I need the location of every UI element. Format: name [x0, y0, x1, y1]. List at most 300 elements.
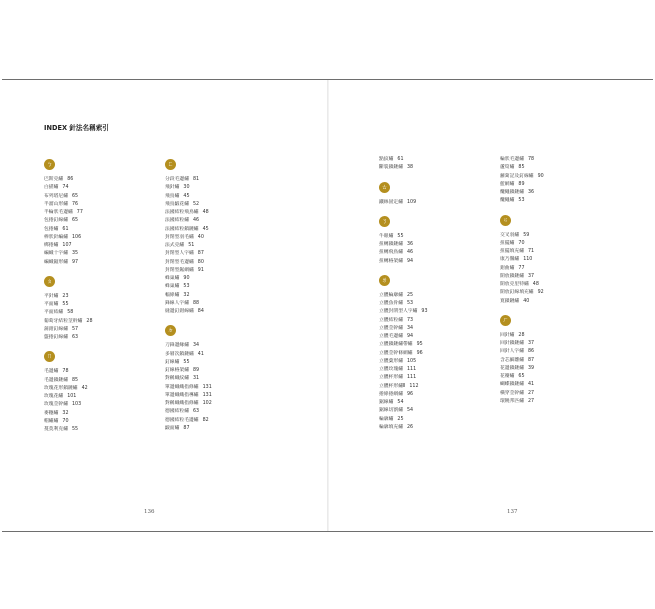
page-ref: 63 — [72, 335, 79, 340]
stitch-name: 對稱織紋繡 — [165, 376, 189, 382]
index-entry — [379, 391, 519, 399]
stitch-name: 包捲釘線繡 — [44, 218, 68, 224]
stitch-name: 橫穿莖幹繡 — [500, 390, 524, 396]
page-ref: 95 — [416, 342, 423, 348]
index-entry — [165, 217, 305, 225]
index-entry — [379, 249, 519, 257]
index-entry — [165, 283, 305, 291]
index-entry — [165, 408, 305, 416]
index-group — [44, 159, 184, 267]
page-ref: 27 — [528, 390, 535, 396]
stitch-name: 毛邊鎖鏈繡 — [44, 377, 68, 383]
stitch-name: 平面結繡 — [44, 310, 64, 316]
index-entry — [500, 273, 640, 281]
index-entry — [165, 209, 305, 217]
stitch-name: 輪狀毛邊繡 — [500, 157, 524, 162]
index-entry — [500, 398, 640, 406]
index-group — [379, 275, 519, 432]
stitch-name: 斷裂鎖鏈繡 — [379, 165, 403, 171]
page-ref: 35 — [72, 251, 79, 257]
stitch-name: 蜂巢繡 — [165, 284, 180, 290]
stitch-name: 平面繡 — [44, 302, 59, 307]
index-entry — [44, 293, 184, 301]
stitch-name: 蘆筍繡 — [500, 165, 515, 171]
index-entry — [379, 292, 519, 300]
stitch-name: 鋸線繡 — [379, 400, 394, 405]
page-ref: 45 — [183, 193, 190, 199]
page-ref: 111 — [407, 367, 417, 372]
page-ref: 65 — [518, 374, 525, 379]
stitch-name: 棒狀針編繡 — [44, 234, 68, 240]
stitch-name: 立體封閉型人字繡 — [379, 309, 418, 315]
stitch-name: 纜繩鎖鏈繡 — [500, 190, 524, 195]
index-entry — [44, 385, 184, 393]
book-gutter — [327, 80, 329, 531]
index-entry — [500, 265, 640, 273]
index-column-1 — [44, 159, 184, 443]
stitch-name: 開放釘線填充繡 — [500, 290, 534, 296]
index-entry — [44, 217, 184, 225]
page-ref: 46 — [407, 250, 414, 256]
index-entry — [165, 250, 305, 258]
page-ref: 86 — [528, 349, 535, 355]
stitch-name: 德國結粒毛邊繡 — [165, 417, 199, 423]
stitch-name: 單邊織織指條繡 — [165, 384, 199, 390]
stitch-name: 飛鳥緞花繡 — [165, 201, 189, 207]
page-ref: 76 — [72, 201, 79, 207]
page-ref: 105 — [407, 358, 417, 364]
page-ref: 77 — [76, 210, 83, 215]
stitch-name: 交叉羽繡 — [500, 232, 520, 238]
index-entry — [500, 240, 640, 248]
index-column-3 — [379, 156, 519, 441]
page-ref: 54 — [397, 400, 404, 405]
index-title: INDEX 針法名稱索引 — [44, 124, 109, 132]
page-ref: 63 — [193, 409, 200, 415]
stitch-name: 縫邊釘鉗線繡 — [165, 309, 194, 314]
index-group — [379, 216, 519, 266]
index-entry — [165, 300, 305, 308]
left-page-number: 136 — [144, 509, 155, 515]
page-ref: 101 — [67, 394, 77, 399]
section-letter-badge: ㄈ — [165, 159, 176, 170]
index-entry — [165, 176, 305, 184]
index-entry — [379, 399, 519, 407]
stitch-name: 飛鳥繡 — [165, 193, 180, 199]
page-ref: 61 — [397, 157, 404, 162]
stitch-name: 立體結粒繡 — [379, 317, 403, 323]
page-ref: 85 — [72, 377, 79, 383]
index-entry — [165, 425, 305, 433]
stitch-name: 回針人字繡 — [500, 349, 524, 355]
page-ref: 82 — [202, 417, 209, 423]
index-column-4 — [500, 156, 640, 415]
page-ref: 31 — [193, 376, 200, 382]
page-ref: 27 — [528, 398, 535, 404]
index-entry — [379, 258, 519, 266]
page-ref: 23 — [62, 293, 69, 299]
section-letter-badge: ㄊ — [379, 182, 390, 193]
stitch-name: 回針繡 — [500, 332, 515, 338]
index-entry — [165, 359, 305, 367]
stitch-name: 開放鎖鏈繡 — [500, 273, 524, 279]
index-entry — [165, 375, 305, 383]
page-ref: 48 — [532, 282, 539, 287]
stitch-name: 平針繡 — [44, 293, 59, 299]
page-ref: 25 — [397, 416, 404, 422]
stitch-name: 扭擺填充繡 — [500, 249, 524, 254]
page-ref: 53 — [183, 284, 190, 290]
index-entry — [379, 308, 519, 316]
stitch-name: 輪廓填充繡 — [379, 424, 403, 430]
stitch-name: 白描繡 — [44, 185, 59, 191]
index-group — [500, 156, 640, 206]
page-ref: 112 — [409, 383, 419, 389]
page-ref: 103 — [72, 402, 82, 408]
stitch-name: 立體毛邊繡 — [379, 334, 403, 339]
stitch-name: 扭擺繡 — [500, 240, 515, 246]
index-entry — [44, 193, 184, 201]
page-ref: 52 — [193, 201, 200, 207]
page-ref: 85 — [518, 165, 525, 171]
right-page-number: 137 — [507, 509, 518, 515]
page-ref: 131 — [202, 384, 212, 390]
index-entry — [165, 351, 305, 359]
index-entry — [165, 275, 305, 283]
index-entry — [500, 348, 640, 356]
index-entry — [500, 298, 640, 306]
index-entry — [165, 342, 305, 350]
stitch-name: 花邊鎖鏈繡 — [500, 365, 524, 371]
stitch-name: 編織十字繡 — [44, 251, 68, 257]
stitch-name: 釘線繡 — [165, 359, 180, 365]
page-ref: 88 — [193, 300, 200, 306]
index-entry — [44, 250, 184, 258]
page-ref: 96 — [416, 350, 423, 356]
index-entry — [165, 308, 305, 316]
stitch-name: 環饒邦匹繡 — [500, 398, 524, 404]
index-entry — [379, 341, 519, 349]
section-letter-badge: ㄏ — [500, 315, 511, 326]
stitch-name: 扭轉格架繡 — [379, 258, 403, 264]
stitch-name: 蒲鉗釘線繡 — [44, 326, 68, 332]
stitch-name: 纜繩繡 — [500, 198, 515, 204]
page-ref: 74 — [62, 185, 69, 191]
page-ref: 73 — [407, 317, 414, 323]
stitch-name: 扭轉飛鳥繡 — [379, 250, 403, 256]
page-ref: 34 — [407, 325, 414, 331]
index-entry — [165, 384, 305, 392]
index-entry — [44, 326, 184, 334]
index-entry — [500, 340, 640, 348]
section-letter-badge: ㄌ — [379, 275, 390, 286]
page-ref: 38 — [407, 165, 414, 171]
stitch-name: 捲條捲網繡 — [379, 391, 403, 397]
page-ref: 131 — [202, 392, 212, 398]
stitch-name: 半溜山形繡 — [44, 201, 68, 207]
index-entry — [44, 176, 184, 184]
index-entry — [379, 350, 519, 358]
index-entry — [379, 156, 519, 164]
page-ref: 53 — [407, 301, 414, 306]
page-ref: 90 — [183, 276, 190, 281]
index-entry — [44, 368, 184, 376]
page-ref: 111 — [407, 375, 417, 381]
index-entry — [165, 226, 305, 234]
index-entry — [500, 281, 640, 289]
index-entry — [500, 197, 640, 205]
page-ref: 61 — [62, 226, 69, 232]
page-ref: 71 — [528, 249, 535, 254]
stitch-name: 對稱織織指條繡 — [165, 401, 199, 406]
index-entry — [44, 318, 184, 326]
stitch-name: 法國結粒繡 — [165, 218, 189, 224]
index-entry — [165, 367, 305, 375]
stitch-name: 釘線格架繡 — [165, 368, 189, 373]
index-entry — [500, 189, 640, 197]
page-ref: 40 — [523, 298, 530, 304]
stitch-name: 巴斯克繡 — [44, 177, 64, 182]
stitch-name: 立體鎖鏈繡帶繡 — [379, 342, 413, 348]
stitch-name: 蝴蝶鎖鏈繡 — [500, 382, 524, 388]
stitch-name: 玫瑰莖幹繡 — [44, 402, 68, 408]
stitch-name: 玫瑰花形鎖鏈繡 — [44, 385, 78, 391]
index-entry — [379, 407, 519, 415]
page-ref: 77 — [518, 265, 525, 271]
page-ref: 55 — [397, 233, 404, 239]
page-ref: 46 — [193, 218, 200, 224]
page-ref: 109 — [407, 199, 417, 205]
stitch-name: 立體魚骨繡 — [379, 301, 403, 306]
page-ref: 89 — [193, 368, 200, 373]
index-group — [44, 351, 184, 434]
index-entry — [44, 242, 184, 250]
stitch-name: 藍網繡 — [500, 181, 515, 187]
page-ref: 94 — [407, 334, 414, 339]
page-ref: 28 — [518, 332, 525, 338]
page-ref: 53 — [518, 198, 525, 204]
page-ref: 59 — [523, 232, 530, 238]
page-ref: 87 — [197, 251, 204, 257]
section-letter-badge: ㄉ — [165, 325, 176, 336]
stitch-name: 康乃馨繡 — [500, 257, 520, 263]
page-ref: 36 — [528, 190, 535, 195]
page-ref: 55 — [183, 359, 190, 365]
index-entry — [500, 381, 640, 389]
index-group — [165, 159, 305, 316]
page-ref: 81 — [193, 177, 200, 182]
index-entry — [44, 426, 184, 434]
stitch-name: 包捲繡 — [44, 226, 59, 232]
index-entry — [500, 173, 640, 181]
index-entry — [379, 325, 519, 333]
page-ref: 84 — [197, 309, 204, 314]
page-ref: 90 — [537, 173, 544, 179]
index-entry — [44, 334, 184, 342]
index-entry — [500, 390, 640, 398]
page-ref: 92 — [537, 290, 544, 296]
stitch-name: 封閉型人字繡 — [165, 251, 194, 257]
page-ref: 36 — [407, 242, 414, 247]
index-group — [379, 156, 519, 173]
page-ref: 28 — [86, 318, 93, 324]
book-spread — [2, 79, 653, 532]
section-letter-badge: ㄇ — [44, 351, 55, 362]
stitch-name: 蘿蔔記及釘線繡 — [500, 173, 534, 179]
section-letter-badge: ㄋ — [379, 216, 390, 227]
page-ref: 91 — [197, 267, 204, 273]
stitch-name: 立體杯形繡Ⅱ — [379, 383, 406, 389]
index-entry — [44, 393, 184, 401]
page-ref: 26 — [407, 424, 414, 430]
index-entry — [165, 184, 305, 192]
page-ref: 87 — [528, 357, 535, 363]
stitch-name: 刀鋒邊緣繡 — [165, 343, 189, 349]
stitch-name: 帽繡繡 — [44, 418, 59, 424]
stitch-name: 鋸線切割繡 — [379, 408, 403, 414]
stitch-name: 扭轉鎖鏈繡 — [379, 242, 403, 247]
index-entry — [165, 234, 305, 242]
page-ref: 45 — [202, 226, 209, 232]
stitch-name: 玫瑰花繡 — [44, 394, 64, 399]
stitch-name: 麥穗繡 — [44, 410, 59, 416]
index-entry — [44, 234, 184, 242]
page-ref: 25 — [407, 292, 414, 298]
page-ref: 94 — [407, 258, 414, 264]
index-entry — [44, 209, 184, 217]
index-entry — [379, 317, 519, 325]
index-group — [44, 276, 184, 343]
stitch-name: 含芯細雛繡 — [500, 357, 524, 363]
stitch-name: 緞面繡 — [165, 425, 180, 431]
stitch-name: 德國結粒繡 — [165, 409, 189, 415]
stitch-name: 立體莖幹條網繡 — [379, 350, 413, 356]
index-entry — [165, 400, 305, 408]
index-entry — [165, 392, 305, 400]
stitch-name: 點紋繡 — [379, 157, 394, 162]
index-entry — [500, 232, 640, 240]
stitch-name: 立體輪廓繡 — [379, 292, 403, 298]
stitch-name: 布列塔尼繡 — [44, 193, 68, 199]
stitch-name: 牛眼繡 — [379, 233, 394, 239]
section-letter-badge: ㄍ — [500, 215, 511, 226]
stitch-name: 法國結粒鎖鏈繡 — [165, 226, 199, 232]
index-entry — [379, 358, 519, 366]
index-entry — [500, 156, 640, 164]
index-entry — [379, 233, 519, 241]
index-group — [500, 315, 640, 406]
index-entry — [379, 300, 519, 308]
page-ref: 57 — [72, 326, 79, 332]
stitch-name: 蜂巢繡 — [165, 276, 180, 281]
index-entry — [165, 417, 305, 425]
index-entry — [165, 242, 305, 250]
page-ref: 65 — [72, 218, 79, 224]
index-entry — [44, 418, 184, 426]
page-ref: 55 — [72, 427, 79, 432]
stitch-name: 葡萄牙結粒莖幹繡 — [44, 318, 83, 324]
page-ref: 70 — [62, 418, 69, 424]
page-ref: 93 — [421, 309, 428, 315]
index-entry — [44, 301, 184, 309]
stitch-name: 毛邊繡 — [44, 369, 59, 375]
page-ref: 78 — [528, 157, 535, 162]
index-entry — [44, 226, 184, 234]
index-entry — [44, 184, 184, 192]
section-letter-badge: ㄆ — [44, 276, 55, 287]
index-entry — [379, 333, 519, 341]
stitch-name: 飛針繡 — [165, 185, 180, 191]
page-ref: 42 — [81, 385, 88, 391]
page-ref: 32 — [183, 292, 190, 298]
page-ref: 58 — [67, 310, 74, 316]
stitch-name: 封閉型鋸網繡 — [165, 267, 194, 273]
index-group — [379, 182, 519, 207]
index-entry — [44, 201, 184, 209]
page-ref: 78 — [62, 369, 69, 375]
stitch-name: 寬鎖鏈繡 — [500, 298, 520, 304]
page-ref: 87 — [183, 425, 190, 431]
page-ref: 48 — [202, 210, 209, 215]
page-ref: 86 — [67, 177, 74, 182]
index-entry — [379, 416, 519, 424]
stitch-name: 鋒線人字繡 — [165, 300, 189, 306]
section-letter-badge: ㄅ — [44, 159, 55, 170]
stitch-name: 立體莖幹繡 — [379, 325, 403, 331]
index-entry — [500, 256, 640, 264]
page-ref: 110 — [523, 257, 533, 263]
index-entry — [44, 377, 184, 385]
index-entry — [500, 248, 640, 256]
index-entry — [44, 410, 184, 418]
page-ref: 54 — [407, 408, 414, 414]
index-entry — [500, 289, 640, 297]
stitch-name: 法國結粒飛鳥繡 — [165, 210, 199, 215]
stitch-name: 單邊織織指導繡 — [165, 392, 199, 398]
page-ref: 106 — [72, 234, 82, 240]
index-entry — [44, 259, 184, 267]
page-ref: 89 — [518, 181, 525, 187]
page-ref: 40 — [197, 234, 204, 240]
index-group — [165, 325, 305, 433]
stitch-name: 輪廓繡 — [379, 416, 394, 422]
stitch-name: 多層次鎖鏈繡 — [165, 351, 194, 357]
index-entry — [379, 164, 519, 172]
page-ref: 37 — [528, 341, 535, 346]
stitch-name: 綁捲繡 — [44, 243, 59, 248]
index-entry — [500, 365, 640, 373]
stitch-name: 鐵絲固定繡 — [379, 199, 403, 205]
index-group — [500, 215, 640, 306]
page-ref: 65 — [72, 193, 79, 199]
stitch-name: 盤捲釘線繡 — [44, 335, 68, 340]
index-entry — [379, 199, 519, 207]
page-ref: 55 — [62, 302, 69, 307]
page-ref: 30 — [183, 185, 190, 191]
index-entry — [379, 424, 519, 432]
index-entry — [165, 259, 305, 267]
index-entry — [379, 374, 519, 382]
page-ref: 51 — [188, 243, 195, 248]
index-entry — [500, 373, 640, 381]
stitch-name: 半輪狀毛邊繡 — [44, 210, 73, 215]
page-ref: 41 — [197, 351, 204, 357]
page-ref: 41 — [528, 382, 535, 388]
stitch-name: 回針鎖鏈繡 — [500, 341, 524, 346]
stitch-name: 立體玫瑰繡 — [379, 367, 403, 372]
index-entry — [379, 366, 519, 374]
index-entry — [379, 383, 519, 391]
